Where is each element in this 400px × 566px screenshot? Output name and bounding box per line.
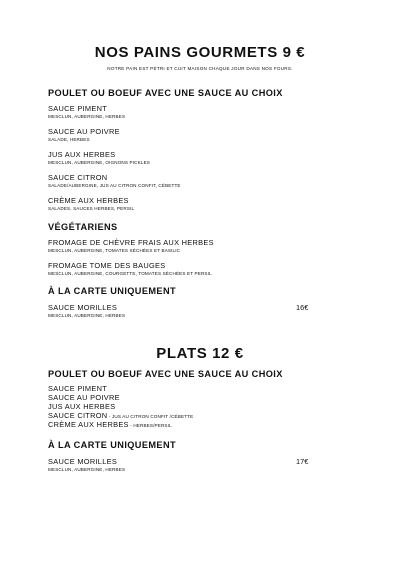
plats-heading-poulet: POULET OU BOEUF AVEC UNE SAUCE AU CHOIX <box>48 369 283 379</box>
item-name: SAUCE MORILLES <box>48 457 118 466</box>
item-description: SALADE, HERBES <box>48 137 90 142</box>
item-description: SALADES, SAUCES HERBES, PERSIL <box>48 206 135 211</box>
line-note: - JUS AU CITRON CONFIT /CÉBETTE <box>107 414 194 419</box>
line-name: CRÈME AUX HERBES <box>48 420 129 429</box>
item-description: SALADE/AUBERGINE, JUS AU CITRON CONFIT, CÉBETTE <box>48 183 181 188</box>
item-name: SAUCE AU POIVRE <box>48 127 120 136</box>
menu-item-sauce-morilles <box>48 303 125 319</box>
item-description: MESCLUN, AUBERGINE, HERBES <box>48 114 126 119</box>
menu-item-sauce-piment <box>48 104 125 120</box>
line-name: SAUCE PIMENT <box>48 384 108 393</box>
item-name: SAUCE PIMENT <box>48 104 108 113</box>
menu-item-creme-aux-herbes <box>48 196 134 212</box>
pains-heading-poulet: POULET OU BOEUF AVEC UNE SAUCE AU CHOIX <box>48 88 283 98</box>
pains-heading-carte: À LA CARTE UNIQUEMENT <box>48 286 177 296</box>
plats-title: PLATS 12 € <box>156 345 244 362</box>
plats-item-sauce-morilles <box>48 457 125 473</box>
item-name: SAUCE CITRON <box>48 173 108 182</box>
menu-item-fromage-tome <box>48 261 212 277</box>
item-name: JUS AUX HERBES <box>48 150 116 159</box>
item-name: FROMAGE TOME DES BAUGES <box>48 261 166 270</box>
pains-subtitle: NOTRE PAIN EST PÉTRI ET CUIT MAISON CHAQUE JOUR DANS NOS FOURS. <box>107 66 293 71</box>
plats-heading-carte: À LA CARTE UNIQUEMENT <box>48 440 177 450</box>
menu-item-sauce-au-poivre <box>48 127 120 143</box>
price-sauce-morilles: 16€ <box>296 303 309 312</box>
line-name: JUS AUX HERBES <box>48 402 116 411</box>
pains-heading-vegetariens: VÉGÉTARIENS <box>48 222 118 232</box>
price-plats-sauce-morilles: 17€ <box>296 457 309 466</box>
item-description: MESCLUN, AUBERGINE, HERBES <box>48 313 126 318</box>
menu-item-sauce-citron <box>48 173 181 189</box>
menu-item-jus-aux-herbes <box>48 150 150 166</box>
line-name: SAUCE AU POIVRE <box>48 393 120 402</box>
plats-line-creme-aux-herbes <box>48 421 172 431</box>
line-note: - HERBES/PERSIL <box>128 423 172 428</box>
item-name: CRÈME AUX HERBES <box>48 196 129 205</box>
item-description: MESCLUN, AUBERGINE, HERBES <box>48 467 126 472</box>
item-description: MESCLUN, AUBERGINE, OIGNONS PICKLES <box>48 160 150 165</box>
item-name: SAUCE MORILLES <box>48 303 118 312</box>
menu-item-fromage-chevre <box>48 238 214 254</box>
pains-title: NOS PAINS GOURMETS 9 € <box>94 44 306 61</box>
line-name: SAUCE CITRON <box>48 411 108 420</box>
item-name: FROMAGE DE CHÈVRE FRAIS AUX HERBES <box>48 238 214 247</box>
item-description: MESCLUN, AUBERGINE, COURGETTE, TOMATES SÉCHÉES ET PERSIL <box>48 271 212 276</box>
item-description: MESCLUN, AUBERGINE, TOMATES SÉCHÉES ET BASILIC <box>48 248 181 253</box>
